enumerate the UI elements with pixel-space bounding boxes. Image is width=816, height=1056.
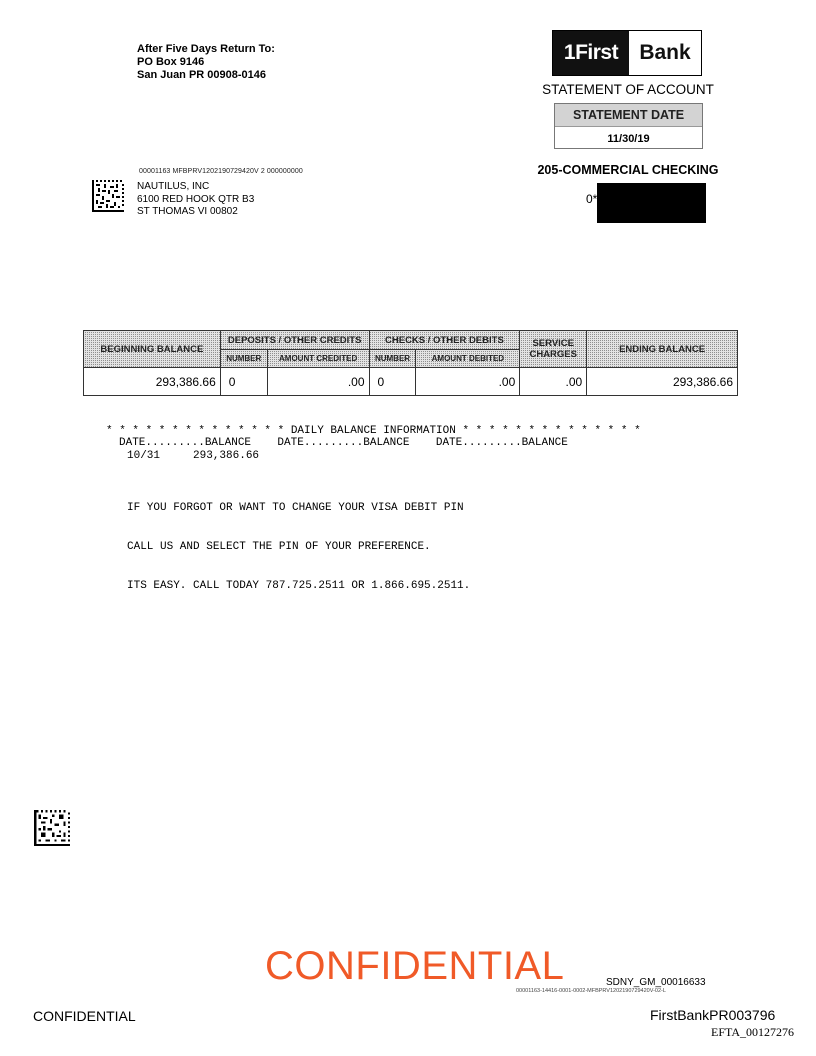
value-checks-number: 0 — [369, 368, 416, 396]
value-amount-credited: .00 — [267, 368, 369, 396]
statement-title: STATEMENT OF ACCOUNT — [542, 82, 714, 97]
statement-date-value: 11/30/19 — [607, 132, 650, 145]
header-service-line1: SERVICE — [532, 338, 574, 349]
header-beginning-balance: BEGINNING BALANCE — [84, 331, 221, 368]
logo-first: 1First — [553, 31, 629, 75]
document-code: 00001163-14416-0001-0002-MFBPRV1202190729420V-02-L — [516, 988, 666, 994]
datamatrix-barcode-icon — [34, 810, 70, 846]
statement-date-label: STATEMENT DATE — [555, 104, 702, 127]
customer-address — [137, 181, 254, 219]
account-summary-table — [83, 330, 738, 396]
confidential-stamp: CONFIDENTIAL — [265, 944, 565, 988]
pin-message-line3: ITS EASY. CALL TODAY 787.725.2511 OR 1.866.695.2511. — [127, 580, 471, 592]
pin-message-line1: IF YOU FORGOT OR WANT TO CHANGE YOUR VISA DEBIT PIN — [127, 502, 464, 514]
return-address-line2: PO Box 9146 — [137, 56, 205, 68]
efta-number: EFTA_00127276 — [711, 1025, 795, 1039]
return-address-line1: After Five Days Return To: — [137, 43, 275, 55]
datamatrix-barcode-icon — [92, 180, 124, 212]
header-checks-number: NUMBER — [369, 350, 416, 368]
account-number-prefix: 0* — [586, 192, 598, 206]
confidential-label: CONFIDENTIAL — [33, 1008, 136, 1024]
logo-bank: Bank — [629, 31, 701, 75]
daily-balance-header: DATE.........BALANCE DATE.........BALANCE DATE.........BALANCE — [119, 437, 568, 449]
daily-balance-title: * * * * * * * * * * * * * * DAILY BALANCE INFORMATION * * * * * * * * * * * * * * — [106, 425, 641, 437]
bates-id: SDNY_GM_00016633 — [606, 977, 706, 988]
value-amount-debited: .00 — [416, 368, 520, 396]
customer-street: 6100 RED HOOK QTR B3 — [137, 193, 255, 205]
bank-bates-number: FirstBankPR003796 — [650, 1007, 776, 1023]
mailing-code: 00001163 MFBPRV1202190729420V 2 000000000 — [139, 168, 303, 175]
header-deposits-group: DEPOSITS / OTHER CREDITS — [220, 331, 369, 350]
return-address-line3: San Juan PR 00908-0146 — [137, 69, 267, 81]
header-service-charges — [520, 331, 587, 368]
statement-date-box — [554, 103, 703, 149]
customer-name: NAUTILUS, INC — [137, 181, 210, 192]
value-service-charges: .00 — [520, 368, 587, 396]
pin-message-line2: CALL US AND SELECT THE PIN OF YOUR PREFERENCE. — [127, 541, 431, 553]
header-checks-group: CHECKS / OTHER DEBITS — [369, 331, 520, 350]
value-ending-balance: 293,386.66 — [587, 368, 738, 396]
header-amount-credited: AMOUNT CREDITED — [267, 350, 369, 368]
bank-logo — [552, 30, 702, 76]
account-type: 205-COMMERCIAL CHECKING — [537, 163, 719, 177]
value-deposits-number: 0 — [220, 368, 267, 396]
return-address — [137, 43, 275, 82]
daily-balance-row: 10/31 293,386.66 — [127, 450, 260, 462]
value-beginning-balance: 293,386.66 — [84, 368, 221, 396]
header-service-line2: CHARGES — [529, 349, 577, 360]
pin-message — [127, 476, 470, 606]
header-ending-balance: ENDING BALANCE — [587, 331, 738, 368]
header-amount-debited: AMOUNT DEBITED — [416, 350, 520, 368]
redaction-box — [597, 183, 706, 223]
customer-city: ST THOMAS VI 00802 — [137, 206, 238, 217]
header-deposits-number: NUMBER — [220, 350, 267, 368]
